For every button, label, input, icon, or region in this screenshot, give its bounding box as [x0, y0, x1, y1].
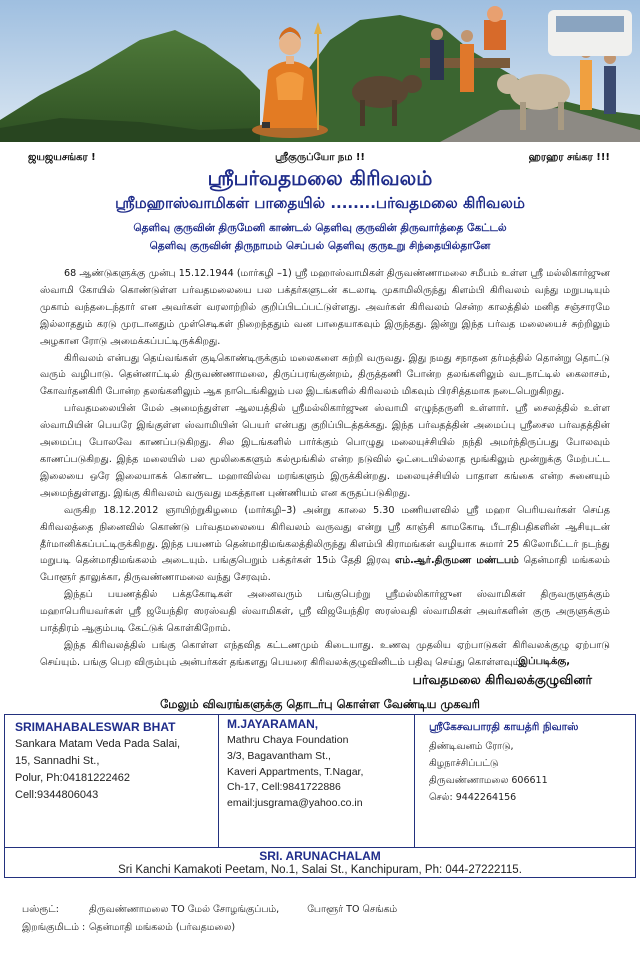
paragraph-registration: இந்த கிரிவலத்தில் பங்கு கொள்ள எந்தவித கட்டணமும் கிடையாது. உணவு முதலிய ஏற்பாடுகள் கிரிவலக்குழு ஏற்பாடு செய்யும். பங்கு பெற விரும்பும் அன்பர்கள் தங்களது பெயரை கிரிவலக்குழுவினிடம் பதிவு செய்து கொள்ளவும்.	[40, 639, 610, 668]
signature-committee: பர்வதமலை கிரிவலக்குழுவினர்	[412, 672, 592, 687]
event-text-start: வருகிற 18.12.2012 ஞாயிற்றுகிழமை (மார்கழி–3) அன்று காலை 5.30 மணியளவில் ஸ்ரீ மஹா பெரியவர்கள் செய்த கிரிவலத்தை நினைவில் கொண்டு பர்வதமலையை கிரிவலம் வருவது என்று ஸ்ரீ காஞ்சி காமகோடி பீடாதிபதிகளின் ஆசியுடன் தீர்மானிக்கப்பட்டிருக்கிறது. இந்த பயணம் தென்மாதிமங்கலத்திலிருந்து கிளம்பி கிராமங்கள் வழியாக சுமார் 25 கிலோமீட்டர் நடந்து மறுபடி தென்மாதிமங்கலம் அடையும். பங்குபெறும் பக்தர்கள் 15ம் தேதி இரவு	[40, 504, 610, 567]
contact-line: Ch-17, Cell:9841722886	[227, 781, 341, 794]
salutation-row	[0, 150, 640, 166]
contact-card-arunachalam	[5, 847, 635, 877]
venue-name: எம்.ஆர்.திருமண மண்டபம்	[394, 555, 519, 567]
contact-name: M.JAYARAMAN,	[227, 717, 319, 731]
paragraph-event	[40, 503, 610, 588]
banner-illustration	[0, 0, 640, 142]
contact-card-jayaraman	[219, 715, 415, 847]
drop-point-value: தென்மாதி மங்கலம் (பர்வதமலை)	[89, 922, 236, 933]
contact-name: ஸ்ரீகேசவபாரதி காயத்ரி நிவாஸ்	[429, 721, 579, 733]
contact-line: திண்டிவனம் ரோடு,	[429, 741, 514, 752]
contact-line: Polur, Ph:04181222462	[15, 772, 130, 784]
contact-heading: மேலும் விவரங்களுக்கு தொடர்பு கொள்ள வேண்டிய முகவரி	[160, 697, 480, 711]
contact-name: SRI. ARUNACHALAM	[259, 849, 381, 863]
page-title: ஸ்ரீபர்வதமலை கிரிவலம்	[207, 166, 433, 190]
contact-line: Mathru Chaya Foundation	[227, 734, 349, 746]
drop-point-label: இறங்குமிடம் :	[22, 922, 86, 933]
contact-line: Cell:9344806043	[15, 789, 99, 801]
contact-card-keshavabharathi	[415, 715, 637, 847]
page-subtitle: ஸ்ரீமஹாஸ்வாமிகள் பாதையில் ........பர்வதமலை கிரிவலம்	[115, 194, 525, 212]
contact-line: 15, Sannadhi St.,	[15, 755, 100, 767]
paragraph-girivalam: கிரிவலம் என்பது தெய்வங்கள் குடிகொண்டிருக்கும் மலைகளை சுற்றி வருவது. இது நமது சநாதன தர்மத்தில் தொன்று தொட்டு வரும் வழிபாடு. தென்னாட்டில் திருவண்ணாமலை, திருப்பரங்குன்றம், திருத்தணி போன்ற தலங்களிலும் வடநாட்டில் கைலாசம், கோவர்தனகிரி போன்ற தலங்களிலும் ஆக நாடெங்கிலும் பல இடங்களில் கிரிவலம் மிகவும் பிரசித்தமாக நடைபெறுகிறது.	[40, 352, 610, 398]
bus-route-row	[22, 904, 397, 916]
bus-route-2: போளூர் TO செங்கம்	[307, 904, 398, 915]
contact-name: SRIMAHABALESWAR BHAT	[15, 720, 176, 734]
contact-line: செல்: 9442264156	[429, 792, 517, 803]
paragraph-temple: பர்வதமலையின் மேல் அமைந்துள்ள ஆலயத்தில் ஸ்ரீமல்லிகார்ஜுன ஸ்வாமி எழுந்தருளி உள்ளார். ஸ்ரீ சைலத்தில் உள்ள ஸ்வாமியின் பெயரே இங்குள்ள ஸ்வாமியின் பெயர் என்பது குறிப்பிடத்தக்கது. இந்த பர்வதத்தின் அமைப்பு ஸ்ரீசைல பர்வதத்தின் அமைப்பு போலவே காணப்படுகிறது. சில இடங்களில் பார்க்கும் பொழுது மலையுச்சியில் நந்தி அமர்ந்திருப்பது போலவும் காணப்படுகிறது. இந்த மலையில் பல மூலிகைகளும் கல்மூங்கில் என்ற நடுவில் ஓட்டையில்லாத மூங்கிலும் மூன்றுக்கு மேற்பட்ட இலையை ஒரே இலையாகக் கொண்ட மஹாவில்வ மரங்களும் இருக்கின்றது. மலையுச்சியில் பாதாள கங்கை என்ற சுனையும் அமைந்துள்ளது. இங்கு கிரிவலம் வருவது மகத்தான புண்ணியம் என கருதப்படுகிறது.	[40, 403, 610, 499]
contact-line: கிழநாச்சிப்பட்டு	[429, 758, 499, 769]
event-text-end: தென்மாதி மங்கலம் போளூர் தாலுக்கா, திருவண்ணாமலை வந்து சேரவும்.	[40, 555, 610, 584]
contact-line: Sankara Matam Veda Pada Salai,	[15, 738, 181, 750]
contact-email: email:jusgrama@yahoo.co.in	[227, 797, 363, 810]
paragraph-invitation: இந்தப் பயணத்தில் பக்தகோடிகள் அனைவரும் பங்குபெற்று ஸ்ரீமல்லிகார்ஜுன ஸ்வாமிகள் திருவருளுக்கும் மஹாபெரியவர்கள் ஸ்ரீ ஜயேந்திர ஸரஸ்வதி ஸ்வாமிகள், ஸ்ரீ விஜயேந்திர ஸரஸ்வதி ஸ்வாமிகள் அவர்களின் குரு அருளுக்கும் பாத்திரம் ஆகும்படி கேட்டுக் கொள்கிறோம்.	[40, 589, 610, 635]
salutation-right: ஹரஹர சங்கர !!!	[528, 152, 610, 163]
salutation-left: ஜயஜயசங்கர !	[28, 152, 96, 163]
contact-line: 3/3, Bagavantham St.,	[227, 749, 331, 762]
contact-line: Kaveri Appartments, T.Nagar,	[227, 765, 364, 778]
contact-box	[4, 714, 636, 878]
contact-line: திருவண்ணாமலை 606611	[429, 775, 548, 786]
salutation-center: ஸ்ரீகுருப்யோ நம !!	[275, 152, 365, 163]
bus-route-1: திருவண்ணாமலை TO மேல் சோழங்குப்பம்,	[89, 904, 280, 915]
signature-prefix: இப்படிக்கு,	[518, 656, 570, 667]
verse-line-1: தெளிவு குருவின் திருமேனி காண்டல் தெளிவு குருவின் திருவார்த்தை கேட்டல்	[133, 222, 507, 234]
drop-point-row	[22, 922, 235, 934]
verse-line-2: தெளிவு குருவின் திருநாமம் செப்பல் தெளிவு குருஉறு சிந்தையில்தானே	[149, 240, 491, 252]
paragraph-history: 68 ஆண்டுகளுக்கு முன்பு 15.12.1944 (மார்கழி –1) ஸ்ரீ மஹாஸ்வாமிகள் திருவண்ணாமலை சமீபம் உள்ள ஸ்ரீ மல்லிகார்ஜுன ஸ்வாமி கோயில் கொண்டுள்ள பர்வதமலையை பல பக்தர்களுடன் கடலாடி முகாமிலிருந்து கிளம்பி கிரிவலம் வந்து மறுபடியும் முகாம் வந்தடைந்தார் என அவர்கள் வரலாற்றில் குறிப்பிடப்பட்டுள்ளது. அவர்கள் கிரிவலம் சென்ற காலத்தில் மனித சஞ்சாரமே இல்லாததும் கரடு முரடானதும் முள்செடிகள் நிறைந்ததும் வன பாதையாகவும் இருந்தது. இன்று இந்த பர்வத மலையைச் சுற்றிலும் அழகான ரோடு அமைக்கப்பட்டிருக்கிறது.	[40, 268, 610, 347]
bus-route-label: பஸ்ரூட்:	[22, 904, 59, 915]
contact-line: Sri Kanchi Kamakoti Peetam, No.1, Salai St., Kanchipuram, Ph: 044-27222115.	[118, 864, 522, 876]
banner-photo	[0, 0, 640, 142]
contact-card-bhat	[5, 715, 219, 847]
